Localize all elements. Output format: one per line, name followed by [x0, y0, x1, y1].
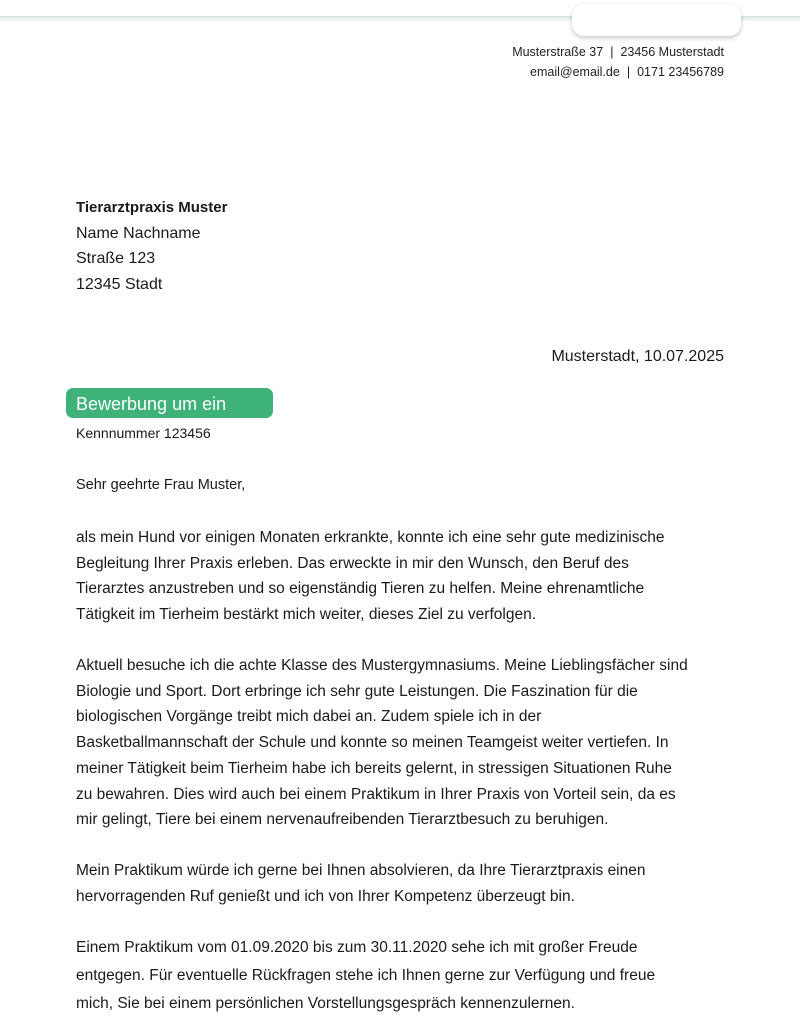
separator: |	[610, 45, 614, 59]
paragraph-line: entgegen. Für eventuelle Rückfragen stehe ich Ihnen gerne zur Verfügung und freue	[76, 967, 656, 984]
separator: |	[626, 65, 631, 79]
paragraph-line: biologischen Vorgänge treibt mich dabei an. Zudem spiele ich in der	[76, 708, 542, 726]
paragraph-line: Basketballmannschaft der Schule und konnte so meinen Teamgeist weiter vertiefen. In	[76, 734, 669, 752]
paragraph-line: Tätigkeit im Tierheim bestärkt mich weiter, dieses Ziel zu verfolgen.	[76, 606, 537, 624]
paragraph-line: hervorragenden Ruf genießt und ich von Ihrer Kompetenz überzeugt bin.	[76, 887, 575, 905]
paragraph-1	[76, 525, 728, 628]
paragraph-line: Aktuell besuche ich die achte Klasse des Mustergymnasiums. Meine Lieblingsfächer sind	[76, 657, 688, 674]
paragraph-line: Einem Praktikum vom 01.09.2020 bis zum 30.11.2020 sehe ich mit großer Freude	[76, 939, 638, 956]
subject-line: Bewerbung um ein	[76, 394, 227, 414]
subject-banner	[66, 388, 273, 418]
paragraph-2	[76, 653, 728, 833]
paragraph-4	[76, 934, 728, 1018]
paragraph-line: Tierarztes anzustreben und so eigenständig Tieren zu helfen. Meine ehrenamtliche	[76, 580, 645, 598]
header-tab	[572, 4, 741, 36]
paragraph-line: Biologie und Sport. Dort erbringe ich sehr gute Leistungen. Die Faszination für die	[76, 682, 638, 700]
sender-email: email@email.de	[530, 65, 620, 79]
reference-number: Kennnummer 123456	[76, 425, 211, 441]
salutation: Sehr geehrte Frau Muster,	[76, 477, 246, 493]
recipient-name: Name Nachname	[76, 224, 201, 242]
recipient-address	[76, 195, 227, 297]
paragraph-line: Mein Praktikum würde ich gerne bei Ihnen absolvieren, da Ihre Tierarztpraxis einen	[76, 862, 646, 879]
paragraph-line: meiner Tätigkeit beim Tierheim habe ich bereits gelernt, in stressigen Situationen Ruhe	[76, 759, 672, 777]
paragraph-line: mir gelingt, Tiere bei einem nervenaufreibenden Tierarztbesuch zu beruhigen.	[76, 811, 609, 829]
sender-street: Musterstraße 37	[512, 45, 604, 59]
paragraph-3	[76, 858, 728, 909]
letter-date: Musterstadt, 10.07.2025	[551, 348, 724, 365]
sender-line-1	[512, 42, 724, 62]
recipient-city: 12345 Stadt	[76, 275, 163, 293]
sender-phone: 0171 23456789	[637, 65, 724, 79]
paragraph-line: Begleitung Ihrer Praxis erleben. Das erweckte in mir den Wunsch, den Beruf des	[76, 554, 629, 572]
recipient-street: Straße 123	[76, 250, 156, 267]
paragraph-line: als mein Hund vor einigen Monaten erkrankte, konnte ich eine sehr gute medizinische	[76, 529, 665, 546]
paragraph-line: zu bewahren. Dies wird auch bei einem Praktikum in Ihrer Praxis von Vorteil sein, da es	[76, 785, 676, 803]
paragraph-line: mich, Sie bei einem persönlichen Vorstellungsgespräch kennenzulernen.	[76, 995, 575, 1012]
sender-line-2	[512, 62, 724, 82]
sender-city: 23456 Musterstadt	[620, 45, 724, 59]
recipient-company: Tierarztpraxis Muster	[76, 199, 228, 216]
sender-address	[512, 42, 724, 82]
